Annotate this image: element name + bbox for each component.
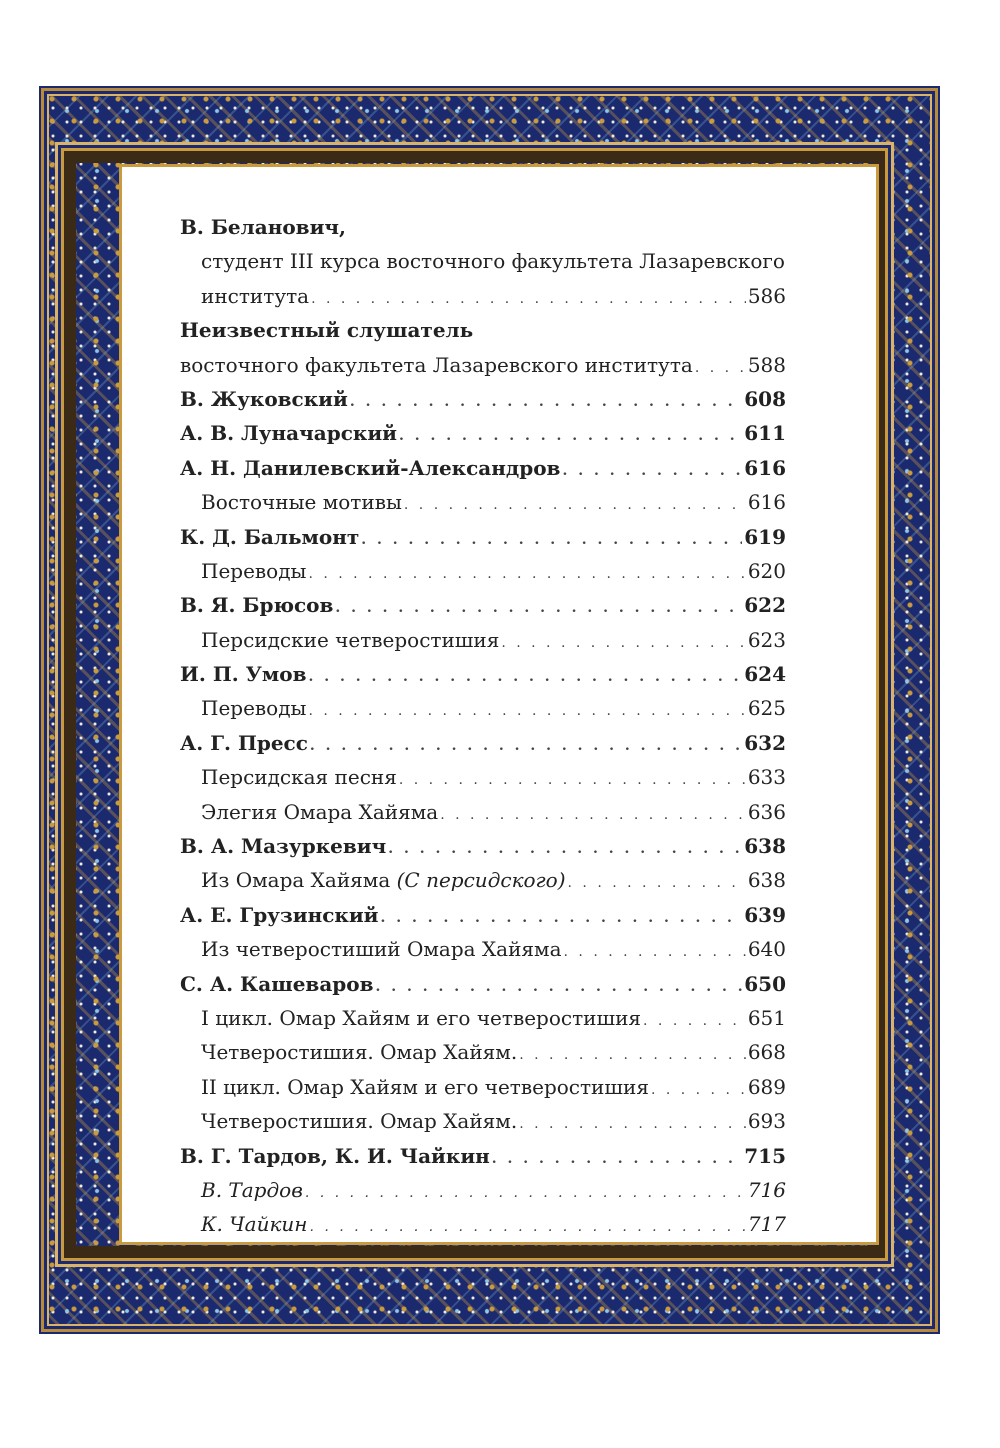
dot-leader bbox=[501, 626, 745, 660]
dot-leader bbox=[568, 866, 746, 900]
toc-page-number: 611 bbox=[744, 421, 786, 446]
dot-leader bbox=[305, 1176, 746, 1210]
toc-page-number: 638 bbox=[744, 834, 786, 859]
toc-page-number: 640 bbox=[747, 937, 786, 962]
dot-leader bbox=[335, 591, 742, 625]
toc-entry-label: В. Я. Брюсов bbox=[180, 593, 334, 618]
toc-page-number: 668 bbox=[747, 1040, 786, 1065]
toc-entry-label: А. Е. Грузинский bbox=[180, 902, 379, 927]
dot-leader bbox=[311, 282, 746, 316]
toc-page-number: 717 bbox=[747, 1212, 786, 1237]
toc-entry[interactable] bbox=[180, 554, 786, 588]
toc-entry-label: Переводы bbox=[201, 558, 307, 583]
toc-entry[interactable] bbox=[180, 829, 786, 863]
toc-entry-label: И. П. Умов bbox=[180, 662, 307, 687]
dot-leader bbox=[564, 935, 746, 969]
dot-leader bbox=[399, 763, 746, 797]
toc-page-number: 636 bbox=[747, 799, 786, 824]
dot-leader bbox=[643, 1004, 746, 1038]
toc-page-number: 619 bbox=[744, 524, 786, 549]
toc-entry-label: Восточные мотивы bbox=[201, 490, 402, 515]
toc-entry-label: института bbox=[201, 283, 310, 308]
toc-page-number: 620 bbox=[747, 558, 786, 583]
toc-entry[interactable] bbox=[180, 898, 786, 932]
toc-entry[interactable] bbox=[180, 416, 786, 450]
toc-entry[interactable] bbox=[180, 795, 786, 829]
dot-leader bbox=[519, 1038, 746, 1072]
toc-entry-label bbox=[201, 863, 566, 897]
toc-page-number: 639 bbox=[744, 902, 786, 927]
toc-entry[interactable] bbox=[180, 244, 786, 278]
toc-entry-label: В. Беланович, bbox=[180, 215, 347, 239]
toc-page-number: 616 bbox=[747, 490, 786, 515]
toc-entry[interactable] bbox=[180, 760, 786, 794]
dot-leader bbox=[519, 1107, 746, 1141]
toc-entry-label: Переводы bbox=[201, 696, 307, 721]
toc-page-number: 625 bbox=[747, 696, 786, 721]
dot-leader bbox=[492, 1142, 742, 1176]
toc-entry[interactable] bbox=[180, 657, 786, 691]
dot-leader bbox=[381, 901, 743, 935]
dot-leader bbox=[361, 523, 742, 557]
toc-page-number: 616 bbox=[744, 455, 786, 480]
toc-page-number: 624 bbox=[744, 662, 786, 687]
toc-page-number: 608 bbox=[744, 386, 786, 411]
dot-leader bbox=[310, 729, 742, 763]
dot-leader bbox=[440, 798, 746, 832]
toc-entry-label: Неизвестный слушатель bbox=[180, 318, 474, 343]
toc-entry[interactable] bbox=[180, 588, 786, 622]
toc-page-number: 623 bbox=[747, 627, 786, 652]
dot-leader bbox=[388, 832, 742, 866]
toc-entry[interactable] bbox=[180, 279, 786, 313]
toc-entry-label: студент III курса восточного факультета Лазаревского bbox=[201, 249, 785, 274]
toc-entry-label: Элегия Омара Хайяма bbox=[201, 799, 439, 824]
toc-entry-label: Персидские четверостишия bbox=[201, 627, 500, 652]
toc-page-number: 633 bbox=[747, 765, 786, 790]
toc-page-number: 638 bbox=[747, 868, 786, 893]
toc-page-number: 651 bbox=[747, 1005, 786, 1030]
toc-entry[interactable] bbox=[180, 210, 786, 244]
toc-entry-label-italic: (С персидского) bbox=[396, 868, 566, 893]
toc-entry-label: Из четверостиший Омара Хайяма bbox=[201, 937, 562, 962]
toc-entry-label: В. Тардов bbox=[201, 1177, 303, 1202]
toc-entry[interactable] bbox=[180, 863, 786, 897]
table-of-contents bbox=[180, 210, 786, 1242]
toc-page-number: 715 bbox=[744, 1143, 786, 1168]
dot-leader bbox=[399, 419, 742, 453]
toc-entry-label: А. Н. Данилевский-Александров bbox=[180, 455, 561, 480]
toc-entry-label: А. Г. Пресс bbox=[180, 730, 308, 755]
dot-leader bbox=[695, 351, 746, 385]
toc-entry-label: Четверостишия. Омар Хайям. bbox=[201, 1040, 518, 1065]
toc-entry-label: II цикл. Омар Хайям и его четверостишия bbox=[201, 1074, 649, 1099]
toc-page-number: 693 bbox=[747, 1109, 786, 1134]
toc-entry[interactable] bbox=[180, 1070, 786, 1104]
toc-page-number: 689 bbox=[747, 1074, 786, 1099]
toc-entry-label: I цикл. Омар Хайям и его четверостишия bbox=[201, 1005, 642, 1030]
toc-entry[interactable] bbox=[180, 623, 786, 657]
toc-page-number: 588 bbox=[747, 352, 786, 377]
toc-page-number: 650 bbox=[744, 971, 786, 996]
toc-entry-label: восточного факультета Лазаревского института bbox=[180, 352, 693, 377]
toc-entry-label: К. Д. Бальмонт bbox=[180, 524, 360, 549]
toc-entry[interactable] bbox=[180, 520, 786, 554]
dot-leader bbox=[308, 694, 745, 728]
toc-entry-label: В. Г. Тардов, К. И. Чайкин bbox=[180, 1143, 490, 1168]
toc-entry[interactable] bbox=[180, 451, 786, 485]
toc-entry-label: В. Жуковский bbox=[180, 386, 348, 411]
toc-page-number: 586 bbox=[747, 283, 786, 308]
dot-leader bbox=[404, 488, 746, 522]
toc-entry-label: А. В. Луначарский bbox=[180, 421, 398, 446]
dot-leader bbox=[308, 557, 745, 591]
toc-entry-label: В. А. Мазуркевич bbox=[180, 834, 387, 859]
toc-entry[interactable] bbox=[180, 1035, 786, 1069]
toc-entry[interactable] bbox=[180, 1207, 786, 1241]
toc-entry[interactable] bbox=[180, 967, 786, 1001]
toc-entry[interactable] bbox=[180, 726, 786, 760]
toc-entry-label: Персидская песня bbox=[201, 765, 397, 790]
toc-entry[interactable] bbox=[180, 1139, 786, 1173]
dot-leader bbox=[350, 385, 742, 419]
toc-entry[interactable] bbox=[180, 932, 786, 966]
toc-entry-label: К. Чайкин bbox=[201, 1212, 308, 1237]
dot-leader bbox=[376, 970, 743, 1004]
toc-entry[interactable] bbox=[180, 313, 786, 347]
toc-entry[interactable] bbox=[180, 382, 786, 416]
dot-leader bbox=[562, 454, 742, 488]
dot-leader bbox=[651, 1073, 746, 1107]
toc-page-number: 622 bbox=[744, 593, 786, 618]
toc-entry[interactable] bbox=[180, 1001, 786, 1035]
dot-leader bbox=[308, 660, 742, 694]
toc-entry[interactable] bbox=[180, 1173, 786, 1207]
toc-page-number: 716 bbox=[747, 1177, 786, 1202]
toc-entry[interactable] bbox=[180, 485, 786, 519]
toc-page-number: 632 bbox=[744, 730, 786, 755]
toc-entry[interactable] bbox=[180, 1104, 786, 1138]
toc-entry-label: С. А. Кашеваров bbox=[180, 971, 374, 996]
toc-entry[interactable] bbox=[180, 348, 786, 382]
toc-entry-label-main: Из Омара Хайяма bbox=[201, 868, 391, 893]
dot-leader bbox=[309, 1210, 745, 1244]
toc-entry-label: Четверостишия. Омар Хайям. bbox=[201, 1109, 518, 1134]
toc-entry[interactable] bbox=[180, 691, 786, 725]
